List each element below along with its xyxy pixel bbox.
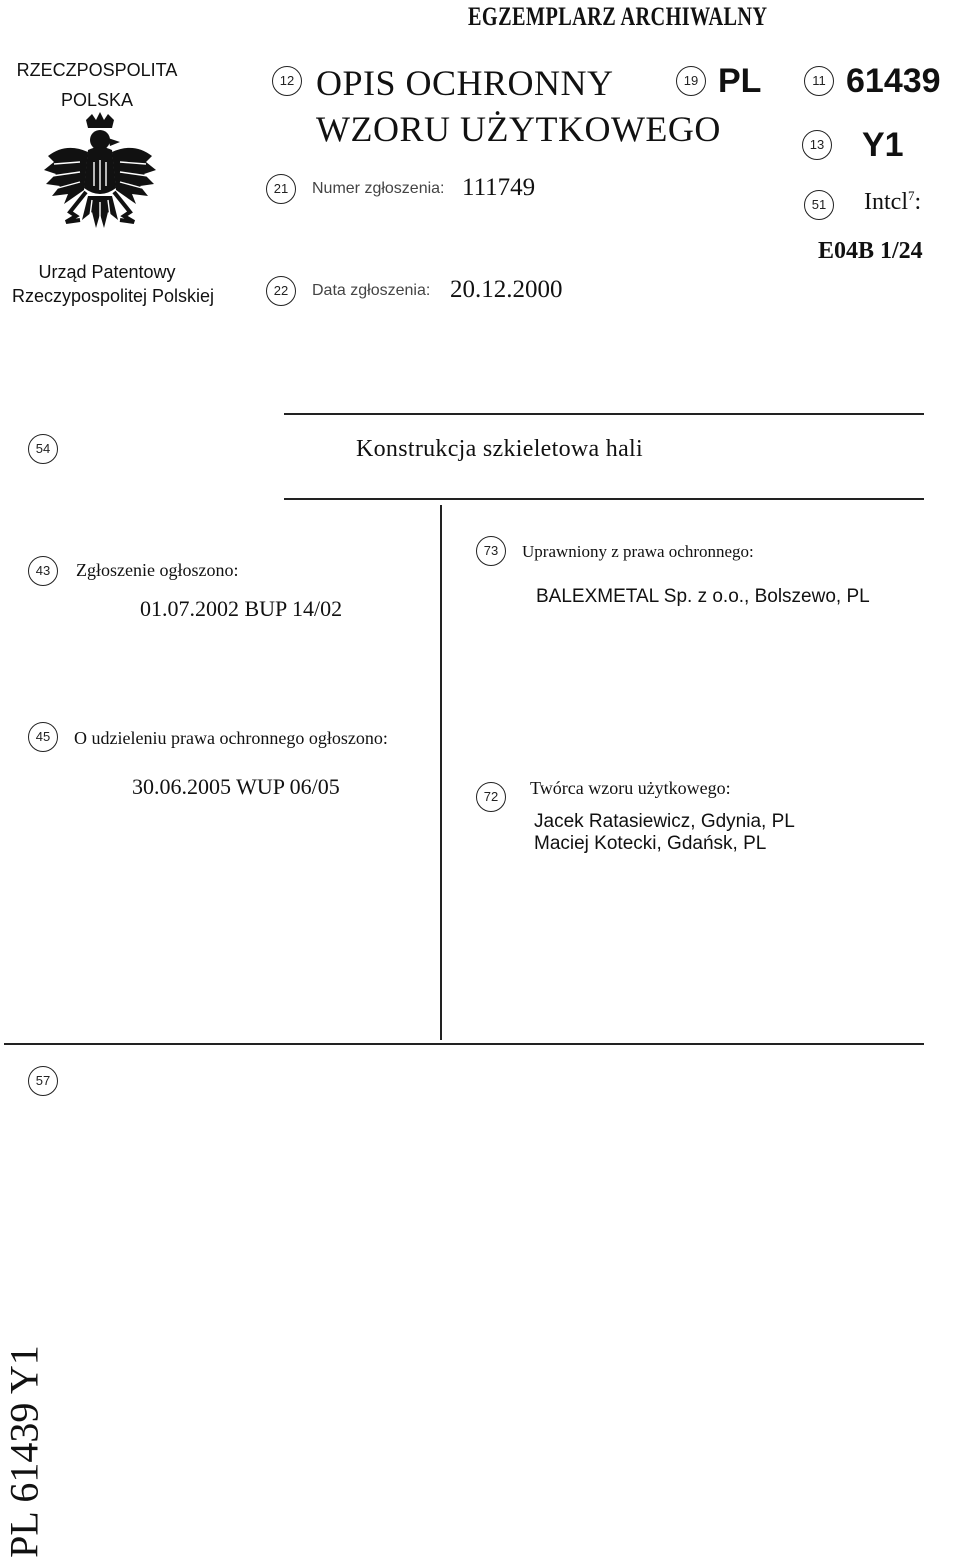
document-type-line2: WZORU UŻYTKOWEGO — [316, 109, 721, 149]
divider-abstract — [4, 1043, 924, 1045]
divider-bottom-title — [284, 498, 924, 500]
inid-code-11: 11 — [804, 66, 834, 96]
country-code: PL — [718, 62, 762, 100]
kind-code: Y1 — [862, 126, 904, 164]
column-divider — [440, 505, 442, 1040]
inid-code-73: 73 — [476, 536, 506, 566]
document-title: Konstrukcja szkieletowa hali — [356, 436, 643, 462]
classification-label-main: Intcl — [864, 189, 908, 215]
inid-code-51: 51 — [804, 190, 834, 220]
inid-code-13: 13 — [802, 130, 832, 160]
application-number-value: 111749 — [462, 174, 536, 201]
divider-top — [284, 413, 924, 415]
classification-label-end: : — [914, 189, 922, 215]
side-document-label: PL 61439 Y1 — [1, 1345, 47, 1558]
grant-published-label: O udzieleniu prawa ochronnego ogłoszono: — [74, 728, 388, 748]
application-number-label: Numer zgłoszenia: — [312, 180, 445, 197]
eagle-emblem-icon — [40, 112, 160, 242]
creators-label: Twórca wzoru użytkowego: — [530, 778, 731, 798]
filing-date-value: 20.12.2000 — [450, 276, 563, 303]
inid-code-12: 12 — [272, 66, 302, 96]
document-type-line1: OPIS OCHRONNY — [316, 63, 614, 103]
grant-published-value: 30.06.2005 WUP 06/05 — [132, 774, 340, 799]
inid-code-22: 22 — [266, 276, 296, 306]
owner-value: BALEXMETAL Sp. z o.o., Bolszewo, PL — [536, 586, 870, 607]
creator-name-1: Jacek Ratasiewicz, Gdynia, PL — [534, 811, 795, 832]
document-number: 61439 — [846, 62, 941, 100]
classification-value: E04B 1/24 — [818, 238, 923, 264]
issuer-country-line1: RZECZPOSPOLITA — [16, 60, 178, 80]
published-application-label: Zgłoszenie ogłoszono: — [76, 560, 239, 580]
inid-code-45: 45 — [28, 722, 58, 752]
filing-date-label: Data zgłoszenia: — [312, 282, 431, 299]
inid-code-43: 43 — [28, 556, 58, 586]
classification-label-sup: 7 — [907, 188, 915, 203]
published-application-value: 01.07.2002 BUP 14/02 — [140, 596, 343, 621]
owner-label: Uprawniony z prawa ochronnego: — [522, 542, 754, 561]
archive-stamp: EGZEMPLARZ ARCHIWALNY — [468, 2, 768, 31]
creator-name-2: Maciej Kotecki, Gdańsk, PL — [534, 833, 767, 854]
issuer-office-line1: Urząd Patentowy — [38, 262, 176, 282]
inid-code-54: 54 — [28, 434, 58, 464]
inid-code-72: 72 — [476, 782, 506, 812]
issuer-office-line2: Rzeczypospolitej Polskiej — [11, 286, 215, 306]
inid-code-19: 19 — [676, 66, 706, 96]
inid-code-21: 21 — [266, 174, 296, 204]
issuer-country-line2: POLSKA — [60, 90, 134, 110]
inid-code-57: 57 — [28, 1066, 58, 1096]
classification-label — [864, 188, 921, 216]
